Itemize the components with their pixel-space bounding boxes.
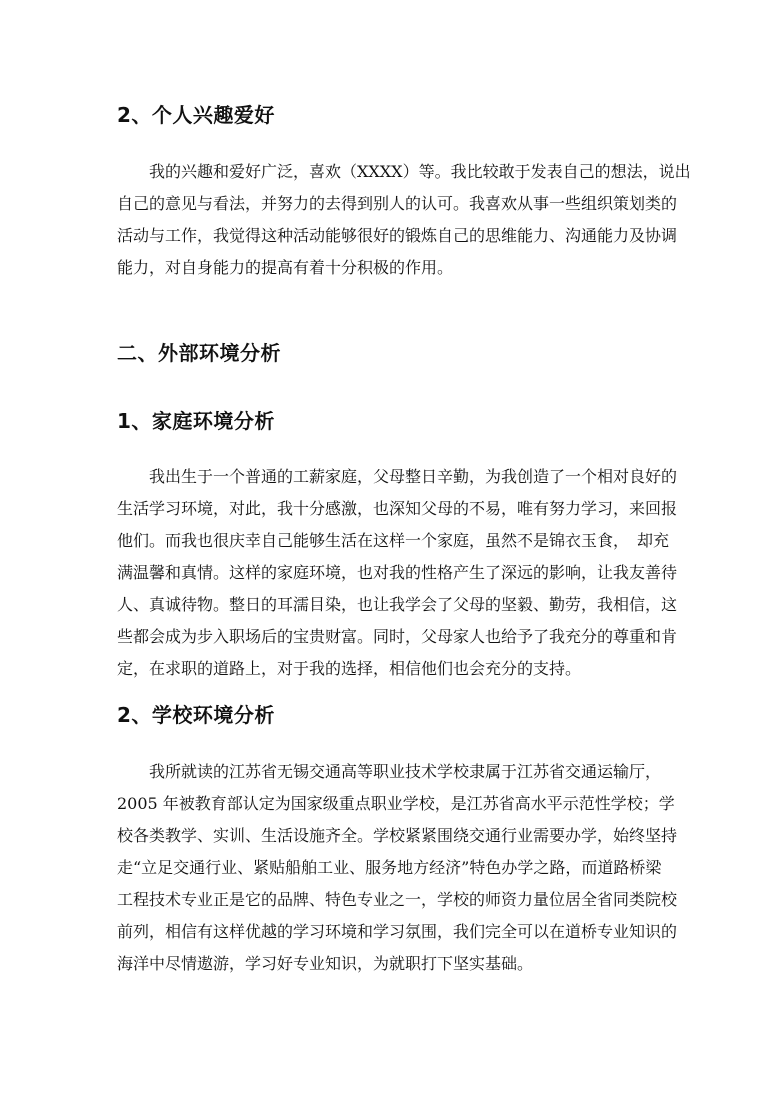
paragraph-school-environment [117, 756, 678, 980]
paragraph-line: 校各类教学、实训、生活设施齐全。学校紧紧围绕交通行业需要办学，始终坚持 [117, 826, 678, 845]
paragraph-line: 活动与工作，我觉得这种活动能够很好的锻炼自己的思维能力、沟通能力及协调 [117, 226, 678, 245]
paragraph-line: 生活学习环境，对此，我十分感激，也深知父母的不易，唯有努力学习，来回报 [117, 499, 678, 518]
paragraph-line: 我所就读的江苏省无锡交通高等职业技术学校隶属于江苏省交通运输厅， [149, 762, 662, 781]
paragraph-line: 我出生于一个普通的工薪家庭，父母整日辛勤，为我创造了一个相对良好的 [149, 467, 678, 486]
paragraph-personal-interests [117, 156, 691, 284]
paragraph-line: 海洋中尽情遨游，学习好专业知识，为就职打下坚实基础。 [117, 954, 534, 973]
paragraph-line: 工程技术专业正是它的品牌、特色专业之一，学校的师资力量位居全省同类院校 [117, 890, 678, 909]
heading-personal-interests: 2、个人兴趣爱好 [117, 103, 275, 127]
paragraph-line: 前列，相信有这样优越的学习环境和学习氛围，我们完全可以在道桥专业知识的 [117, 922, 678, 941]
paragraph-line: 2005 年被教育部认定为国家级重点职业学校，是江苏省高水平示范性学校；学 [117, 794, 675, 813]
paragraph-line: 他们。而我也很庆幸自己能够生活在这样一个家庭，虽然不是锦衣玉食， 却充 [117, 531, 670, 550]
paragraph-line: 自己的意见与看法，并努力的去得到别人的认可。我喜欢从事一些组织策划类的 [117, 194, 678, 213]
heading-external-environment: 二、外部环境分析 [117, 341, 281, 365]
paragraph-family-environment [117, 461, 678, 685]
heading-school-environment: 2、学校环境分析 [117, 703, 275, 727]
paragraph-line: 走“立足交通行业、紧贴船舶工业、服务地方经济”特色办学之路，而道路桥梁 [117, 858, 662, 877]
paragraph-line: 定，在求职的道路上，对于我的选择，相信他们也会充分的支持。 [117, 659, 582, 678]
paragraph-line: 能力，对自身能力的提高有着十分积极的作用。 [117, 258, 454, 277]
paragraph-line: 人、真诚待物。整日的耳濡目染，也让我学会了父母的坚毅、勤劳，我相信，这 [117, 595, 678, 614]
paragraph-line: 些都会成为步入职场后的宝贵财富。同时，父母家人也给予了我充分的尊重和肯 [117, 627, 678, 646]
heading-family-environment: 1、家庭环境分析 [117, 409, 275, 433]
paragraph-line: 我的兴趣和爱好广泛，喜欢（XXXX）等。我比较敢于发表自己的想法，说出 [149, 162, 691, 181]
paragraph-line: 满温馨和真情。这样的家庭环境，也对我的性格产生了深远的影响，让我友善待 [117, 563, 678, 582]
